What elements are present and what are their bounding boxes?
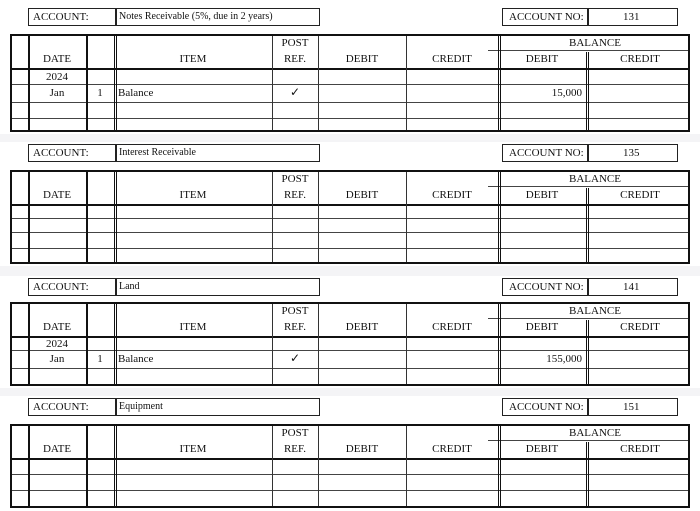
account-number: 131: [623, 11, 640, 23]
balance-credit-header: CREDIT: [620, 321, 660, 333]
month-cell: Jan: [49, 353, 65, 365]
account-no-box[interactable]: [588, 278, 678, 296]
ledger-grid: [10, 302, 690, 386]
account-no-box[interactable]: [588, 398, 678, 416]
account-no-box[interactable]: [588, 8, 678, 26]
debit-header: DEBIT: [345, 189, 379, 201]
ref-header: REF.: [283, 189, 307, 201]
post-header: POST: [281, 37, 309, 49]
date-header: DATE: [42, 443, 72, 455]
account-no-label: ACCOUNT NO:: [509, 11, 584, 23]
balance-credit-header: CREDIT: [620, 443, 660, 455]
post-header: POST: [281, 427, 309, 439]
date-header: DATE: [42, 321, 72, 333]
account-no-label: ACCOUNT NO:: [509, 401, 584, 413]
item-header: ITEM: [179, 443, 207, 455]
account-name: Land: [119, 281, 140, 292]
check-mark-icon: ✓: [289, 85, 301, 99]
ledger-grid: [10, 424, 690, 508]
account-label: ACCOUNT:: [33, 401, 89, 413]
ref-header: REF.: [283, 53, 307, 65]
balance-header: BALANCE: [569, 305, 621, 317]
balance-credit-header: CREDIT: [620, 189, 660, 201]
account-name: Notes Receivable (5%, due in 2 years): [119, 11, 273, 22]
credit-header: CREDIT: [432, 443, 472, 455]
credit-header: CREDIT: [432, 189, 472, 201]
account-name-box[interactable]: [116, 8, 320, 26]
ledger-land: [0, 278, 700, 386]
account-label-box: [28, 8, 116, 26]
ledger-equipment: [0, 398, 700, 511]
ledger-grid: [10, 34, 690, 132]
account-no-label-box: [502, 8, 588, 26]
account-name-box[interactable]: [116, 398, 320, 416]
account-name-box[interactable]: [116, 278, 320, 296]
year-cell: 2024: [46, 338, 68, 350]
ledger-notes-receivable: [0, 8, 700, 132]
check-mark-icon: ✓: [289, 351, 301, 365]
account-label-box: [28, 144, 116, 162]
date-header: DATE: [42, 189, 72, 201]
account-label: ACCOUNT:: [33, 11, 89, 23]
debit-header: DEBIT: [345, 443, 379, 455]
post-header: POST: [281, 173, 309, 185]
spacer: [0, 388, 700, 396]
ref-header: REF.: [283, 443, 307, 455]
item-cell: Balance: [118, 353, 154, 365]
account-name: Interest Receivable: [119, 147, 196, 158]
balance-debit-header: DEBIT: [525, 189, 559, 201]
ledger-grid: [10, 170, 690, 264]
debit-header: DEBIT: [345, 321, 379, 333]
account-no-label: ACCOUNT NO:: [509, 281, 584, 293]
date-header: DATE: [42, 53, 72, 65]
balance-header: BALANCE: [569, 173, 621, 185]
credit-header: CREDIT: [432, 321, 472, 333]
account-no-label-box: [502, 278, 588, 296]
account-number: 135: [623, 147, 640, 159]
balance-debit-cell: 155,000: [546, 353, 582, 365]
ref-header: REF.: [283, 321, 307, 333]
account-name: Equipment: [119, 401, 163, 412]
balance-debit-cell: 15,000: [551, 87, 582, 99]
item-header: ITEM: [179, 321, 207, 333]
balance-credit-header: CREDIT: [620, 53, 660, 65]
balance-header: BALANCE: [569, 37, 621, 49]
account-no-label-box: [502, 144, 588, 162]
account-no-box[interactable]: [588, 144, 678, 162]
account-number: 151: [623, 401, 640, 413]
month-cell: Jan: [49, 87, 65, 99]
credit-header: CREDIT: [432, 53, 472, 65]
balance-debit-header: DEBIT: [525, 443, 559, 455]
debit-header: DEBIT: [345, 53, 379, 65]
spacer: [0, 266, 700, 276]
spacer: [0, 134, 700, 142]
post-header: POST: [281, 305, 309, 317]
item-cell: Balance: [118, 87, 154, 99]
balance-header: BALANCE: [569, 427, 621, 439]
account-label: ACCOUNT:: [33, 147, 89, 159]
ledger-interest-receivable: [0, 144, 700, 264]
item-header: ITEM: [179, 53, 207, 65]
year-cell: 2024: [46, 71, 68, 83]
account-name-box[interactable]: [116, 144, 320, 162]
account-no-label-box: [502, 398, 588, 416]
account-no-label: ACCOUNT NO:: [509, 147, 584, 159]
day-cell: 1: [97, 353, 103, 365]
balance-debit-header: DEBIT: [525, 321, 559, 333]
account-label-box: [28, 398, 116, 416]
day-cell: 1: [97, 87, 103, 99]
account-number: 141: [623, 281, 640, 293]
account-label: ACCOUNT:: [33, 281, 89, 293]
item-header: ITEM: [179, 189, 207, 201]
account-label-box: [28, 278, 116, 296]
balance-debit-header: DEBIT: [525, 53, 559, 65]
